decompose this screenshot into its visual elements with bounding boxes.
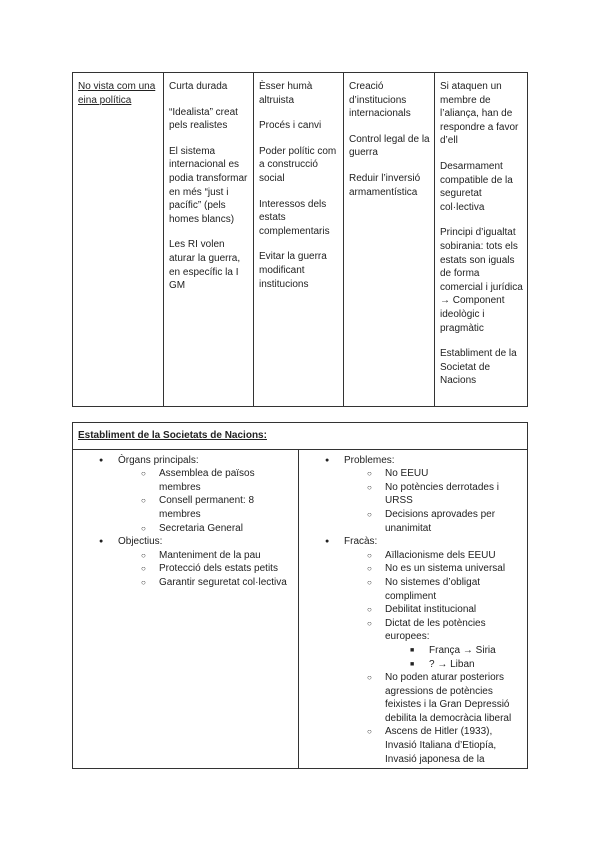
col3-p3: Interessos dels estats complementaris <box>259 198 330 237</box>
organs-list <box>127 467 294 535</box>
realism-idealism-table <box>72 72 528 407</box>
col4-cell <box>344 73 435 407</box>
list-item: ○ No EEUU <box>353 467 523 481</box>
list-item <box>353 617 523 671</box>
right-list <box>303 454 523 767</box>
list-item: ○ Decisions aprovades per unanimitat <box>353 508 523 535</box>
col5-p1: Desarmament compatible de la seguretat col·lectiva <box>440 160 513 213</box>
list-item: ○ Consell permanent: 8 membres <box>127 494 294 521</box>
right-cell <box>299 449 528 768</box>
fracas-list <box>353 549 523 767</box>
objectius-label: Objectius: <box>118 536 163 548</box>
list-item: ○ Debilitat institucional <box>353 603 523 617</box>
fracas-label: Fracàs: <box>344 536 378 548</box>
list-item: ○ No poden aturar posteriors agressions de potències feixistes i la Gran Depressió debilita la democràcia liberal <box>353 671 523 725</box>
list-item <box>303 454 523 536</box>
col5-p0: Si ataquen un membre de l’aliança, han de respondre a favor d’ell <box>440 81 519 147</box>
col3-p0: Èsser humà altruista <box>259 81 313 106</box>
list-item: ○ Secretaria General <box>127 522 294 536</box>
col2-p1: “Idealista” creat pels realistes <box>169 106 238 132</box>
col3-p2: Poder polític com a construcció social <box>259 145 337 184</box>
dictat-sublist <box>398 644 523 671</box>
col2-p0: Curta durada <box>169 81 228 92</box>
col4-p1: Control legal de la guerra <box>349 133 430 159</box>
col5-cell <box>435 73 528 407</box>
list-item: ○ Garantir seguretat col·lectiva <box>127 576 294 590</box>
col2-cell <box>164 73 254 407</box>
col5-p2: Principi d’igualtat sobirania: tots els estats son iguals de forma comercial i jurídica → Component ideològic i pragmàtic <box>440 227 523 334</box>
list-item: ○ Protecció dels estats petits <box>127 562 294 576</box>
list-item: ○ No sistemes d’obligat compliment <box>353 576 523 603</box>
organs-label: Òrgans principals: <box>118 454 199 466</box>
col3-p4: Evitar la guerra modificant institucions <box>259 251 327 290</box>
table2-title: Establiment de la Societats de Nacions: <box>78 430 267 441</box>
list-item <box>77 535 294 589</box>
col1-heading: No vista com una eina política <box>78 81 156 106</box>
table2-title-cell <box>73 423 528 450</box>
col3-p1: Procés i canvi <box>259 120 322 132</box>
problemes-label: Problemes: <box>344 454 395 466</box>
dictat-label: Dictat de les potències europees: <box>385 617 486 643</box>
objectius-list <box>127 549 294 590</box>
league-of-nations-table <box>72 422 528 769</box>
list-item <box>303 535 523 766</box>
problemes-list <box>353 467 523 535</box>
list-item: ■ ? → Liban <box>398 658 523 672</box>
col4-p2: Reduir l’inversió armamentística <box>349 172 421 198</box>
col2-p3: Les RI volen aturar la guerra, en específic la I GM <box>169 239 241 292</box>
list-item: ■ França → Siria <box>398 644 523 658</box>
col2-p2: El sistema internacional es podia transformar en més “just i pacífic” (pels homes blancs) <box>169 145 248 225</box>
col4-p0: Creació d’institucions internacionals <box>349 81 411 120</box>
col5-p3: Establiment de la Societat de Nacions <box>440 348 517 387</box>
left-cell <box>73 449 299 768</box>
list-item: ○ Ascens de Hitler (1933), Invasió Italiana d’Etiopía, Invasió japonesa de la <box>353 725 523 766</box>
col1-cell <box>73 73 164 407</box>
left-list <box>77 454 294 590</box>
list-item: ○ No potències derrotades i URSS <box>353 481 523 508</box>
list-item <box>77 454 294 536</box>
col3-cell <box>254 73 344 407</box>
list-item: ○ Assemblea de països membres <box>127 467 294 494</box>
list-item: ○ Aïllacionisme dels EEUU <box>353 549 523 563</box>
list-item: ○ No es un sistema universal <box>353 562 523 576</box>
list-item: ○ Manteniment de la pau <box>127 549 294 563</box>
